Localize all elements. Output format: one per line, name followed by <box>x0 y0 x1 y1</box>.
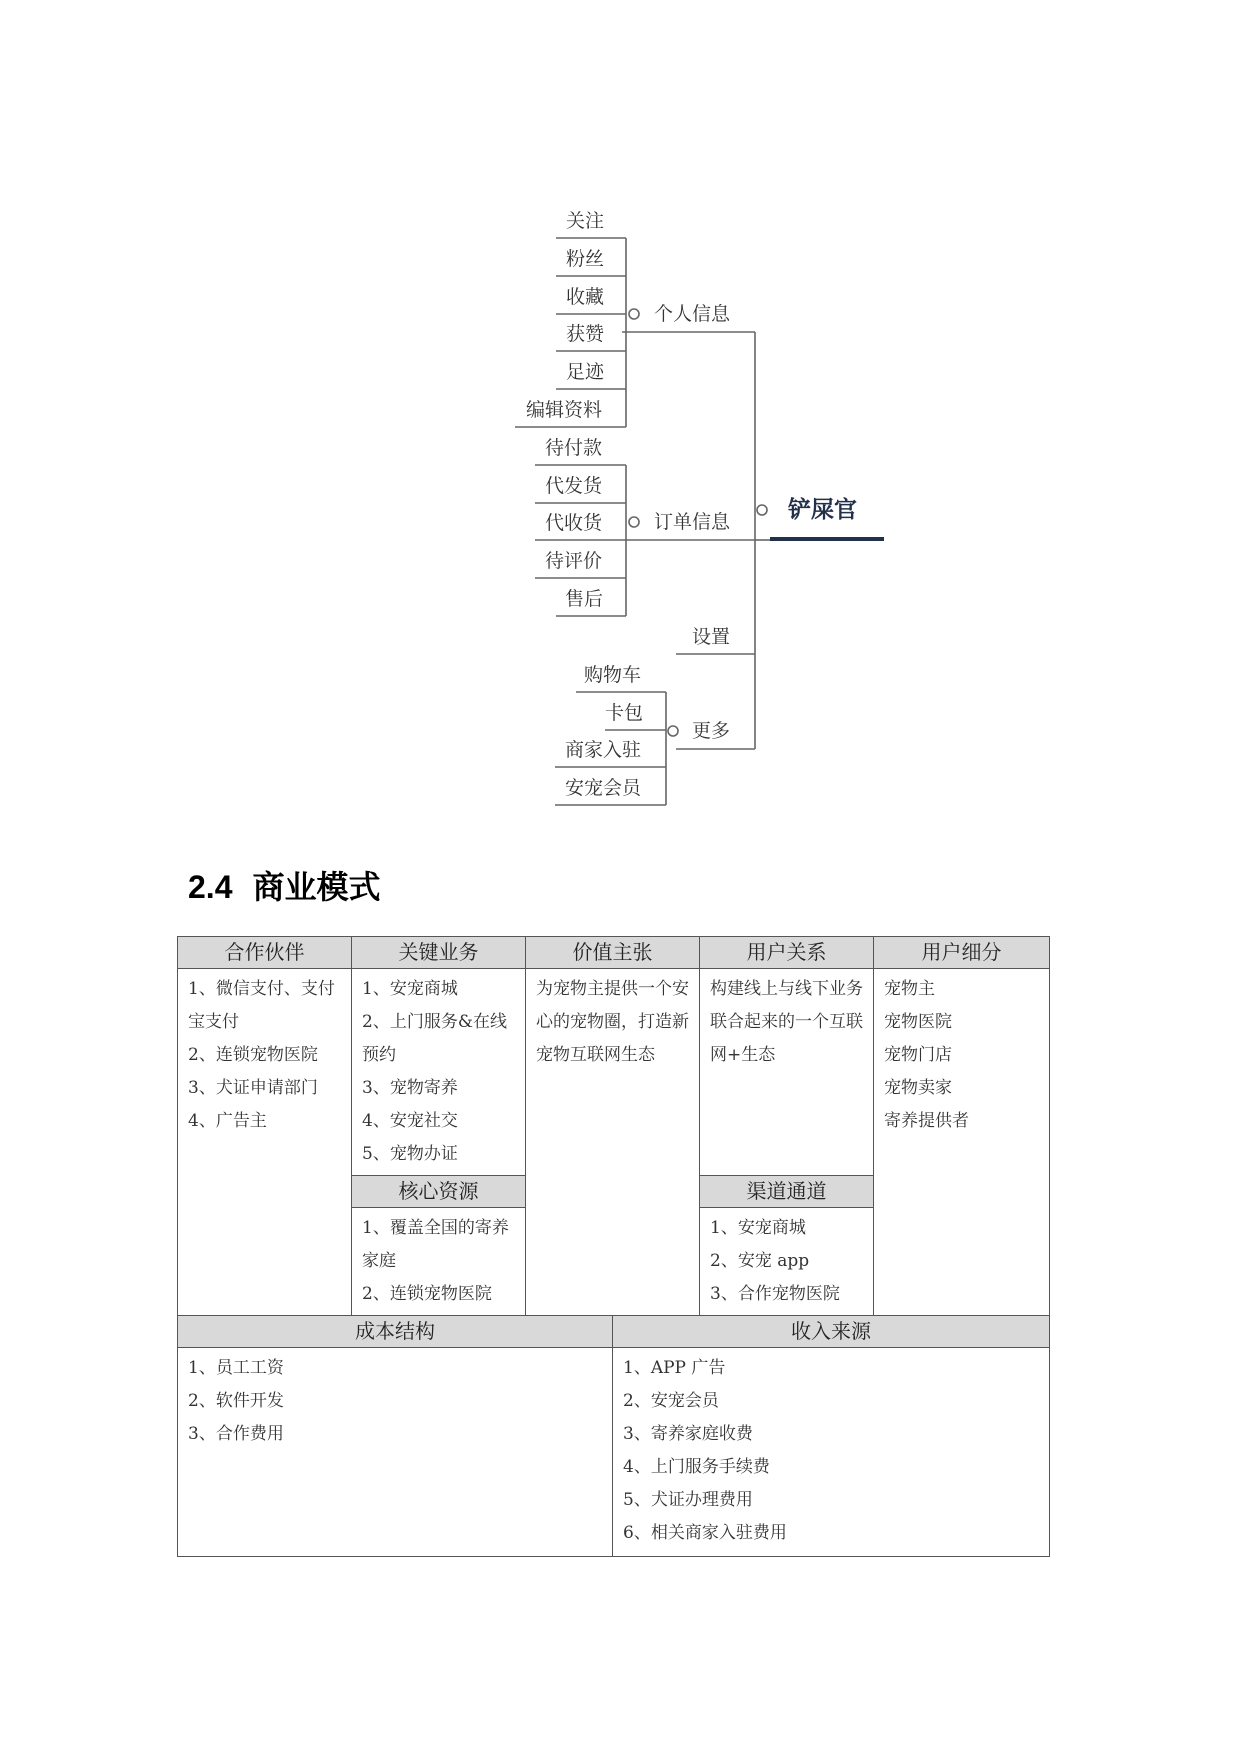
bm-header-row <box>178 937 1050 969</box>
branch-label-order-info: 订单信息 <box>654 511 731 533</box>
channels-header: 渠道通道 <box>700 1176 874 1208</box>
partner-item: 1、微信支付、支付宝支付 <box>188 979 335 1032</box>
leaf-to-ship: 代发货 <box>545 475 603 497</box>
customer-segments-cell <box>874 969 1050 1316</box>
resource-item: 1、覆盖全国的寄养家庭 <box>362 1218 509 1271</box>
cost-item: 3、合作费用 <box>188 1424 284 1444</box>
customer-relationships-header: 用户关系 <box>700 937 874 969</box>
branch-label-personal-info: 个人信息 <box>654 303 731 325</box>
channel-item: 3、合作宠物医院 <box>710 1284 840 1304</box>
mind-map-connectors <box>0 0 1240 820</box>
partner-item: 3、犬证申请部门 <box>188 1078 318 1098</box>
leaf-vip-member: 安宠会员 <box>565 777 642 799</box>
cost-structure-header: 成本结构 <box>178 1316 613 1348</box>
bm-top-row <box>178 969 1050 1176</box>
segment-item: 宠物医院 <box>884 1012 952 1032</box>
leaf-merchant-join: 商家入驻 <box>565 739 642 761</box>
customer-segments-header: 用户细分 <box>874 937 1050 969</box>
branch-label-more: 更多 <box>692 720 731 742</box>
resource-item: 2、连锁宠物医院 <box>362 1284 492 1304</box>
leaf-to-receive: 代收货 <box>545 512 603 534</box>
activity-item: 1、安宠商城 <box>362 979 458 999</box>
partner-item: 2、连锁宠物医院 <box>188 1045 318 1065</box>
relationship-item: 构建线上与线下业务联合起来的一个互联网+生态 <box>710 979 863 1065</box>
revenue-item: 2、安宠会员 <box>623 1391 719 1411</box>
leaf-shopping-cart: 购物车 <box>584 664 642 686</box>
activity-item: 4、安宠社交 <box>362 1111 458 1131</box>
bm-bottom-row <box>178 1348 1050 1557</box>
revenue-item: 1、APP 广告 <box>623 1358 726 1378</box>
leaf-edit-profile: 编辑资料 <box>526 399 603 421</box>
segment-item: 寄养提供者 <box>884 1111 969 1131</box>
value-item: 为宠物主提供一个安心的宠物圈，打造新宠物互联网生态 <box>536 979 689 1065</box>
leaf-card-wallet: 卡包 <box>605 702 644 724</box>
leaf-favorites: 收藏 <box>566 286 605 308</box>
mind-map-root: 铲屎官 <box>788 497 857 523</box>
leaf-to-review: 待评价 <box>545 550 603 572</box>
revenue-item: 5、犬证办理费用 <box>623 1490 753 1510</box>
customer-relationships-cell <box>700 969 874 1176</box>
segment-item: 宠物主 <box>884 979 935 999</box>
leaf-fans: 粉丝 <box>566 248 605 270</box>
leaf-follow: 关注 <box>566 210 605 232</box>
mind-map <box>0 0 1240 820</box>
leaf-likes: 获赞 <box>566 323 605 345</box>
section-number: 2.4 <box>188 869 233 905</box>
key-activities-header: 关键业务 <box>352 937 526 969</box>
activity-item: 2、上门服务&在线预约 <box>362 1012 507 1065</box>
revenue-item: 3、寄养家庭收费 <box>623 1424 753 1444</box>
partners-header: 合作伙伴 <box>178 937 352 969</box>
leaf-footprints: 足迹 <box>566 361 605 383</box>
segment-item: 宠物门店 <box>884 1045 952 1065</box>
revenue-item: 6、相关商家入驻费用 <box>623 1523 787 1543</box>
bm-bottom-header-row <box>178 1316 1050 1348</box>
partners-cell <box>178 969 352 1316</box>
key-resources-header: 核心资源 <box>352 1176 526 1208</box>
cost-item: 1、员工工资 <box>188 1358 284 1378</box>
section-heading <box>188 862 381 908</box>
value-proposition-cell <box>526 969 700 1316</box>
channel-item: 2、安宠 app <box>710 1251 810 1271</box>
segment-item: 宠物卖家 <box>884 1078 952 1098</box>
section-title: 商业模式 <box>252 869 381 905</box>
cost-item: 2、软件开发 <box>188 1391 284 1411</box>
partner-item: 4、广告主 <box>188 1111 267 1131</box>
branch-label-settings: 设置 <box>692 626 731 648</box>
channel-item: 1、安宠商城 <box>710 1218 806 1238</box>
key-resources-cell <box>352 1208 526 1316</box>
activity-item: 5、宠物办证 <box>362 1144 458 1164</box>
value-proposition-header: 价值主张 <box>526 937 700 969</box>
revenue-streams-cell <box>613 1348 1050 1557</box>
revenue-streams-header: 收入来源 <box>613 1316 1050 1348</box>
revenue-item: 4、上门服务手续费 <box>623 1457 770 1477</box>
channels-cell <box>700 1208 874 1316</box>
leaf-after-sales: 售后 <box>565 588 604 610</box>
business-model-canvas <box>177 936 1050 1557</box>
key-activities-cell <box>352 969 526 1176</box>
activity-item: 3、宠物寄养 <box>362 1078 458 1098</box>
cost-structure-cell <box>178 1348 613 1557</box>
leaf-pending-payment: 待付款 <box>545 437 603 459</box>
